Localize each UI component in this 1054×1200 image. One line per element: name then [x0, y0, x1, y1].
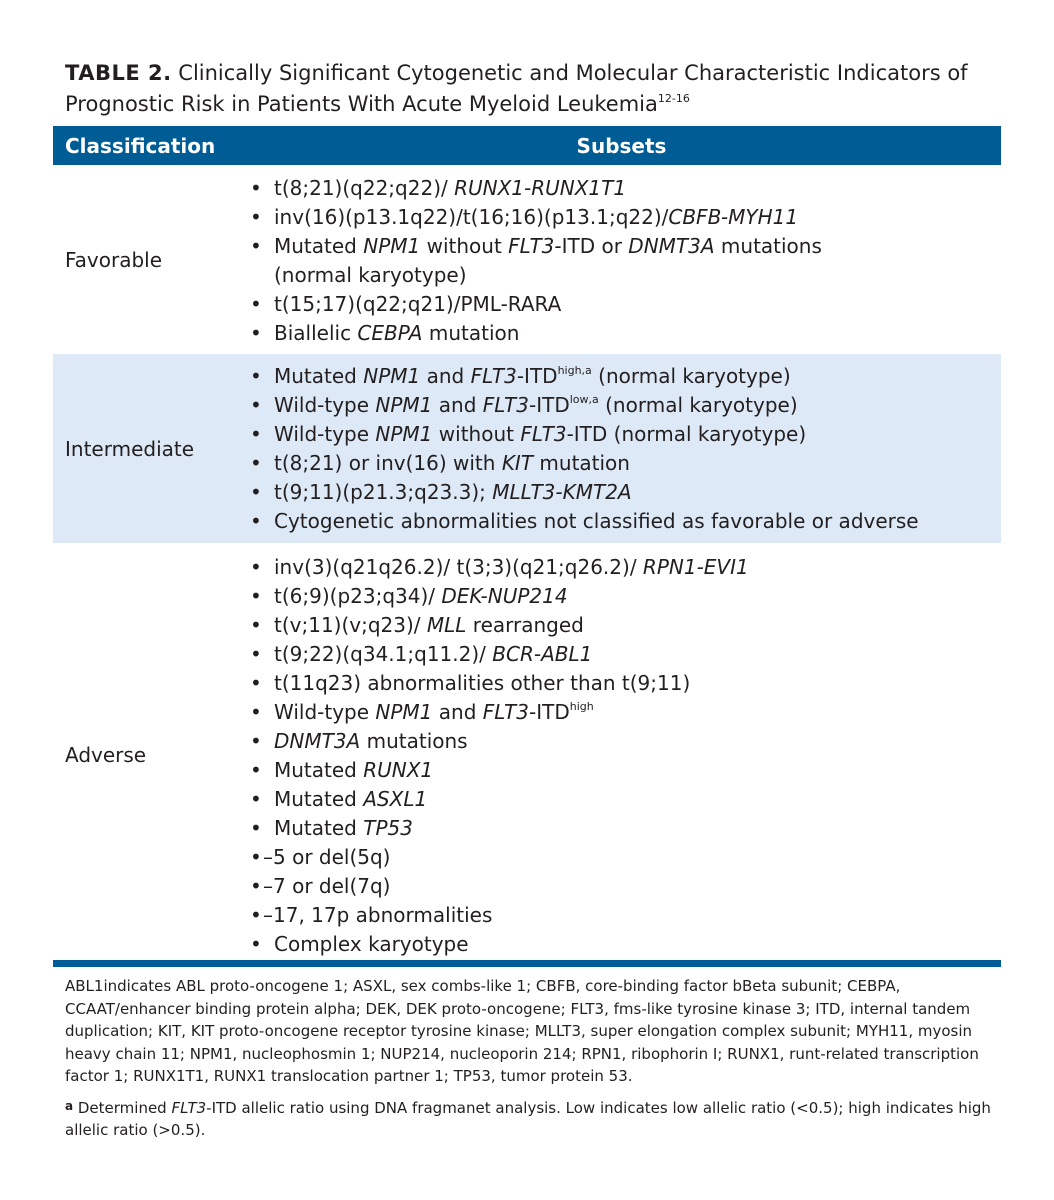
list-item: • Wild-type NPM1 and $FLT3-ITD^{high}$ [250, 698, 749, 727]
list-item: • Mutated NPM1 and $FLT3-ITD^{high,a}$ (normal karyotype) [250, 362, 919, 391]
classification-adverse: Adverse [65, 742, 147, 767]
list-item: • Mutated RUNX1 [250, 756, 749, 785]
list-item: • Wild-type NPM1 and $FLT3-ITD^{low,a}$ (normal karyotype) [250, 391, 919, 420]
list-item: • Wild-type NPM1 without FLT3-ITD (normal karyotype) [250, 420, 919, 449]
list-item: • inv(16)(p13.1q22)/t(16;16)(p13.1;q22)/CBFB-MYH11 [250, 203, 822, 232]
list-item: • Cytogenetic abnormalities not classified as favorable or adverse [250, 507, 919, 536]
row-adverse [53, 543, 1001, 966]
abbreviations-note: ABL1indicates ABL proto-oncogene 1; ASXL, sex combs-like 1; CBFB, core-binding factor bBeta subunit; CEBPA, CCAAT/enhancer binding protein alpha; DEK, DEK proto-oncogene; FLT3, fms-like tyrosine kinase 3; ITD, internal tandem duplication; KIT, KIT proto-oncogene receptor tyrosine kinase; MLLT3, super elongation complex subunit; MYH11, myosin heavy chain 11; NPM1, nucleophosmin 1; NUP214, nucleoporin 214; RPN1, ribophorin I; RUNX1, runt-related transcription factor 1; RUNX1T1, RUNX1 translocation partner 1; TP53, tumor protein 53. [65, 977, 979, 1085]
list-item: • t(9;22)(q34.1;q11.2)/ BCR-ABL1 [250, 640, 749, 669]
table-header [53, 126, 1001, 165]
table-notes [65, 975, 995, 1142]
header-classification: Classification [65, 133, 216, 158]
list-item: • –5 or del(5q) [250, 843, 749, 872]
table-bottom-rule [53, 960, 1001, 967]
list-item: • t(8;21) or inv(16) with KIT mutation [250, 449, 919, 478]
classification-favorable: Favorable [65, 247, 163, 272]
list-item: • t(15;17)(q22;q21)/PML-RARA [250, 290, 822, 319]
list-item: • Mutated TP53 [250, 814, 749, 843]
list-item: • t(9;11)(p21.3;q23.3); MLLT3-KMT2A [250, 478, 919, 507]
table-caption [65, 58, 1005, 120]
list-item: • Mutated ASXL1 [250, 785, 749, 814]
list-item: • Mutated NPM1 without FLT3-ITD or DNMT3A mutations (normal karyotype) [250, 232, 822, 290]
list-item: • DNMT3A mutations [250, 727, 749, 756]
list-item: • –7 or del(7q) [250, 872, 749, 901]
caption-text: Clinically Significant Cytogenetic and Molecular Characteristic Indicators of Prognostic Risk in Patients With Acute Myeloid Leukemia [65, 61, 968, 116]
list-item: • t(11q23) abnormalities other than t(9;11) [250, 669, 749, 698]
row-favorable [53, 165, 1001, 354]
prognostic-risk-table [53, 126, 1001, 966]
header-subsets: Subsets [576, 133, 667, 158]
list-item: • t(8;21)(q22;q22)/ RUNX1-RUNX1T1 [250, 174, 822, 203]
subsets-intermediate [250, 361, 919, 536]
list-item: • Biallelic CEBPA mutation [250, 319, 822, 348]
list-item: • –17, 17p abnormalities [250, 901, 749, 930]
classification-intermediate: Intermediate [65, 436, 195, 461]
list-item: • t(v;11)(v;q23)/ MLL rearranged [250, 611, 749, 640]
table-label: TABLE 2. [65, 61, 172, 85]
list-item: • inv(3)(q21q26.2)/ t(3;3)(q21;q26.2)/ RPN1-EVI1 [250, 553, 749, 582]
footnote-marker: a [65, 1098, 74, 1113]
caption-refs: 12-16 [657, 92, 690, 105]
list-item: • Complex karyotype [250, 930, 749, 959]
subsets-favorable [250, 172, 822, 348]
list-item: • t(6;9)(p23;q34)/ DEK-NUP214 [250, 582, 749, 611]
row-intermediate [53, 354, 1001, 543]
subsets-adverse [250, 551, 749, 959]
footnote-a: $^a$ Determined FLT3-ITD allelic ratio using DNA fragmanet analysis. Low indicates low allelic ratio (<0.5); high indicates high allelic ratio (>0.5). [65, 1098, 991, 1139]
